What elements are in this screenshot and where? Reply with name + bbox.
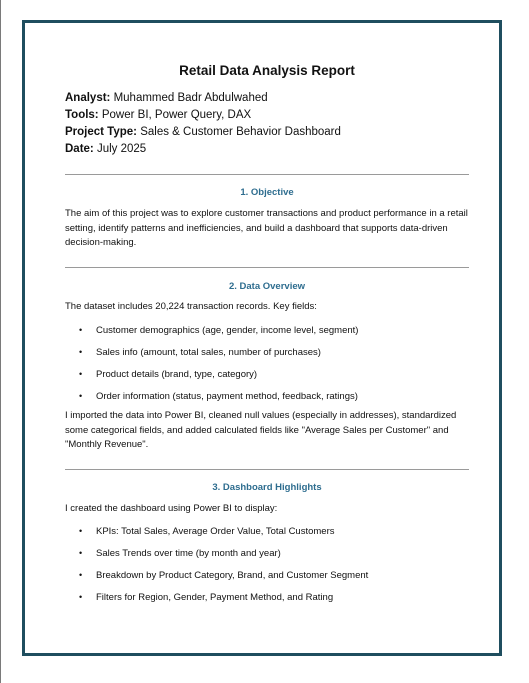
data-overview-intro: The dataset includes 20,224 transaction records. Key fields: (65, 301, 317, 312)
meta-label: Date: (65, 143, 94, 155)
meta-tools (65, 108, 251, 123)
meta-value: Muhammed Badr Abdulwahed (110, 92, 268, 104)
meta-project-type (65, 125, 341, 140)
section-divider (65, 267, 469, 268)
bullet-glyph: • (79, 325, 83, 335)
bullet-glyph: • (79, 369, 83, 379)
data-overview-outro: I imported the data into Power BI, cleaned null values (especially in addresses), standardized some categorical fields, and added calculated fields like "Average Sales per Customer" and "Monthly Revenue". (65, 410, 457, 450)
dashboard-highlights-intro: I created the dashboard using Power BI to display: (65, 503, 278, 514)
meta-date (65, 142, 146, 157)
list-item (79, 591, 333, 604)
list-item (79, 569, 368, 582)
objective-paragraph: The aim of this project was to explore customer transactions and product performance in a retail setting, identify patterns and inefficiencies, and build a dashboard that supports data-driven decision-making. (65, 208, 468, 248)
list-item-text: KPIs: Total Sales, Average Order Value, Total Customers (96, 526, 335, 537)
list-item-text: Product details (brand, type, category) (96, 369, 258, 380)
meta-label: Project Type: (65, 126, 137, 138)
list-item (79, 346, 321, 359)
section-divider (65, 174, 469, 175)
meta-value: Power BI, Power Query, DAX (98, 109, 252, 121)
document-page (22, 20, 502, 656)
list-item (79, 390, 358, 403)
list-item-text: Sales info (amount, total sales, number of purchases) (96, 347, 321, 358)
section-heading-dashboard-highlights: 3. Dashboard Highlights (212, 482, 322, 493)
list-item-text: Breakdown by Product Category, Brand, and Customer Segment (96, 570, 369, 581)
viewport-left-edge (0, 0, 1, 683)
section-divider (65, 469, 469, 470)
list-item (79, 525, 335, 538)
meta-label: Tools: (65, 109, 99, 121)
bullet-glyph: • (79, 592, 83, 602)
list-item-text: Sales Trends over time (by month and year) (96, 548, 281, 559)
list-item (79, 368, 257, 381)
list-item-text: Order information (status, payment method, feedback, ratings) (96, 391, 358, 402)
bullet-glyph: • (79, 526, 83, 536)
bullet-glyph: • (79, 347, 83, 357)
list-item (79, 324, 358, 337)
list-item (79, 547, 281, 560)
meta-value: July 2025 (93, 143, 147, 155)
bullet-glyph: • (79, 570, 83, 580)
meta-value: Sales & Customer Behavior Dashboard (137, 126, 341, 138)
list-item-text: Customer demographics (age, gender, income level, segment) (96, 325, 359, 336)
meta-label: Analyst: (65, 92, 111, 104)
report-title: Retail Data Analysis Report (179, 63, 355, 78)
bullet-glyph: • (79, 391, 83, 401)
section-heading-objective: 1. Objective (240, 187, 294, 198)
bullet-glyph: • (79, 548, 83, 558)
list-item-text: Filters for Region, Gender, Payment Method, and Rating (96, 592, 334, 603)
meta-analyst (65, 91, 268, 106)
section-heading-data-overview: 2. Data Overview (228, 281, 306, 292)
